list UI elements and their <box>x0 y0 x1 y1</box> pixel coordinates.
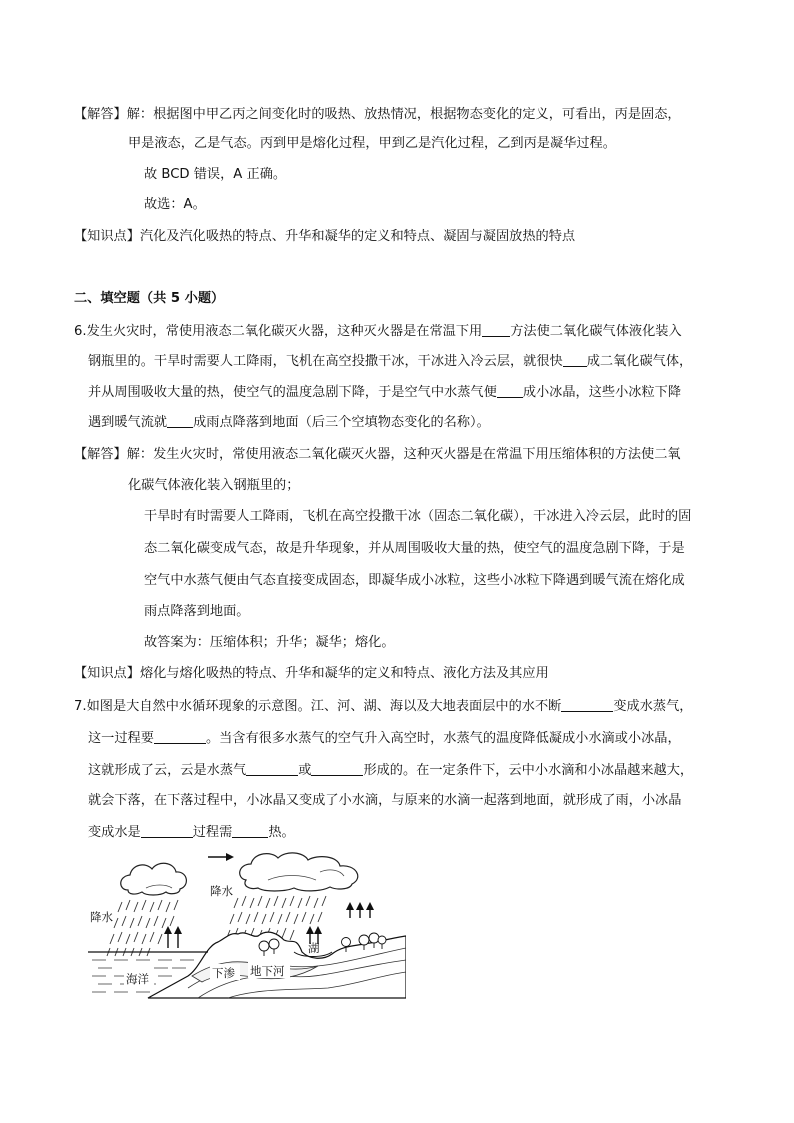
section-title: 二、填空题（共 5 小题） <box>74 291 225 306</box>
q6-text: 成二氧化碳气体， <box>586 354 693 369</box>
q7-text: 热。 <box>268 825 295 840</box>
label-rain-right: 降水 <box>210 884 233 898</box>
answer-blank[interactable] <box>561 697 613 712</box>
q6-knowledge <box>74 665 549 683</box>
q5-answer-line1 <box>74 106 681 124</box>
q6-answer-line1 <box>74 446 681 464</box>
answer-text: 解：发生火灾时，常使用液态二氧化碳灭火器，这种灭火器是在常温下用压缩体积的方法使二氧 <box>126 447 681 462</box>
water-cycle-diagram <box>88 848 406 1000</box>
answer-blank[interactable] <box>563 352 587 367</box>
q6-text: 并从周围吸收大量的热，使空气的温度急剧下降，于是空气中水蒸气便 <box>88 385 497 400</box>
q5-answer-line4: 故选：A。 <box>144 197 206 212</box>
answer-tag: 【解答】 <box>74 447 127 462</box>
q6-line3 <box>88 383 681 402</box>
q6-answer-line7: 故答案为：压缩体积；升华；凝华；熔化。 <box>144 635 395 650</box>
q7-line1 <box>74 697 692 716</box>
q7-text: 变成水蒸气， <box>613 699 693 714</box>
q6-text: 成雨点降落到地面（后三个空填物态变化的名称）。 <box>193 415 490 430</box>
answer-tag: 【解答】 <box>74 107 127 122</box>
answer-blank[interactable] <box>246 761 298 776</box>
label-ocean: 海洋 <box>126 972 149 986</box>
q7-line2 <box>88 729 681 748</box>
q5-knowledge <box>74 228 575 246</box>
q6-line1 <box>74 322 682 341</box>
answer-blank[interactable] <box>497 383 523 398</box>
q7-line3 <box>88 761 693 780</box>
q7-text: 变成水是 <box>88 825 141 840</box>
label-rain-left: 降水 <box>90 910 113 924</box>
answer-text: 解：根据图中甲乙丙之间变化时的吸热、放热情况，根据物态变化的定义，可看出，丙是固态， <box>126 107 681 122</box>
q6-answer-line2: 化碳气体液化装入钢瓶里的； <box>128 478 300 493</box>
q6-text: 方法使二氧化碳气体液化装入 <box>510 324 682 339</box>
q7-text: 。当含有很多水蒸气的空气升入高空时，水蒸气的温度降低凝成小水滴或小冰晶， <box>205 731 681 746</box>
q5-answer-line3: 故 BCD 错误，A 正确。 <box>144 167 287 182</box>
q6-text: 成小冰晶，这些小冰粒下降 <box>522 385 682 400</box>
q6-answer-line6: 雨点降落到地面。 <box>144 604 250 619</box>
q7-text: 这就形成了云，云是水蒸气 <box>88 763 247 778</box>
knowledge-text: 熔化与熔化吸热的特点、升华和凝华的定义和特点、液化方法及其应用 <box>139 666 549 681</box>
q7-text: 形成的。在一定条件下，云中小水滴和小冰晶越来越大， <box>363 763 694 778</box>
q6-answer-line3: 干旱时有时需要人工降雨，飞机在高空投撒干冰（固态二氧化碳），干冰进入冷云层，此时的固 <box>144 509 692 524</box>
label-underground-river: 地下河 <box>250 964 285 978</box>
q5-answer-line2: 甲是液态，乙是气态。丙到甲是熔化过程，甲到乙是汽化过程，乙到丙是凝华过程。 <box>128 136 616 151</box>
label-seep: 下渗 <box>212 966 235 980</box>
left-cloud <box>121 863 187 895</box>
q7-line5 <box>88 823 295 842</box>
q6-text: 钢瓶里的。干旱时需要人工降雨，飞机在高空投撒干冰，干冰进入冷云层，就很快 <box>88 354 563 369</box>
answer-blank[interactable] <box>482 322 510 337</box>
knowledge-text: 汽化及汽化吸热的特点、升华和凝华的定义和特点、凝固与凝固放热的特点 <box>139 229 576 244</box>
q6-answer-line5: 空气中水蒸气便由气态直接变成固态，即凝华成小冰粒，这些小冰粒下降遇到暖气流在熔化成 <box>144 573 685 588</box>
knowledge-tag: 【知识点】 <box>74 229 140 244</box>
q6-answer-line4: 态二氧化碳变成气态，故是升华现象，并从周围吸收大量的热，使空气的温度急剧下降，于是 <box>144 541 685 556</box>
label-lake: 湖 <box>308 941 320 955</box>
q7-text: 7.如图是大自然中水循环现象的示意图。江、河、湖、海以及大地表面层中的水不断 <box>74 699 562 714</box>
answer-blank[interactable] <box>232 823 268 838</box>
q7-text: 过程需 <box>192 825 233 840</box>
knowledge-tag: 【知识点】 <box>74 666 140 681</box>
q6-text: 6.发生火灾时，常使用液态二氧化碳灭火器，这种灭火器是在常温下用 <box>74 324 483 339</box>
q7-text: 这一过程要 <box>88 731 154 746</box>
q7-text: 或 <box>298 763 312 778</box>
q6-line4 <box>88 413 490 432</box>
q6-text: 遇到暖气流就 <box>88 415 168 430</box>
q6-line2 <box>88 352 692 371</box>
q7-line4: 就会下落，在下落过程中，小冰晶又变成了小水滴，与原来的水滴一起落到地面，就形成了雨，小冰晶 <box>88 793 682 808</box>
answer-blank[interactable] <box>311 761 363 776</box>
answer-blank[interactable] <box>141 823 193 838</box>
answer-blank[interactable] <box>154 729 206 744</box>
answer-blank[interactable] <box>167 413 193 428</box>
